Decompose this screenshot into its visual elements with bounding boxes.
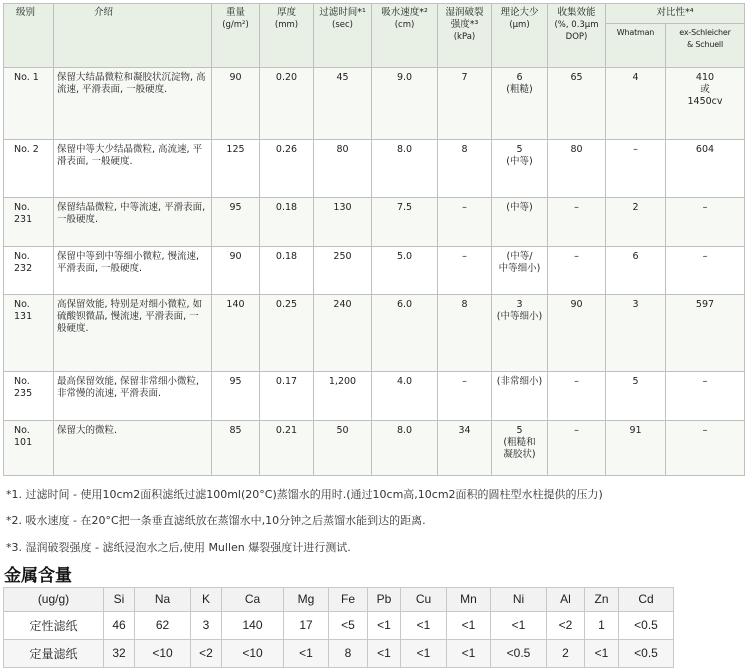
grade-cell: No. 232	[4, 247, 54, 295]
element-header-cell: Cd	[619, 588, 674, 612]
grade-cell: No. 2	[4, 140, 54, 198]
header-whatman	[606, 24, 666, 68]
grade-cell: No. 1	[4, 68, 54, 140]
metal-row-label: 定量滤纸	[4, 639, 104, 667]
efficiency-cell: 80	[548, 140, 606, 198]
header-compare: 对比性*⁴	[606, 4, 745, 24]
absorb-cell: 8.0	[372, 421, 438, 476]
element-header-cell: Cu	[401, 588, 447, 612]
burst-strength-cell: 7	[438, 68, 492, 140]
metal-value-cell: 1	[585, 611, 619, 639]
absorb-label: 吸水速度*²	[381, 7, 428, 18]
description-cell: 最高保留效能, 保留非常细小微粒, 非常慢的流速, 平滑表面.	[54, 372, 212, 421]
thickness-cell: 0.18	[260, 198, 314, 247]
filter-time-cell: 50	[314, 421, 372, 476]
table-row	[4, 68, 745, 140]
metal-value-cell: <2	[547, 611, 585, 639]
metal-value-cell: <2	[191, 639, 222, 667]
footnote-3: *3. 湿润破裂强度 - 滤纸浸泡水之后,使用 Mullen 爆裂强度计进行测试.	[6, 541, 351, 554]
metal-value-cell: <1	[447, 611, 491, 639]
header-efficiency	[548, 4, 606, 68]
burst-strength-cell: –	[438, 198, 492, 247]
weight-cell: 90	[212, 68, 260, 140]
schleicher-cell: –	[666, 247, 745, 295]
header-schleicher	[666, 24, 745, 68]
header-retention	[492, 4, 548, 68]
whatman-cell: 5	[606, 372, 666, 421]
retention-cell: (中等/ 中等细小)	[492, 247, 548, 295]
table-row	[4, 247, 745, 295]
metal-value-cell: <5	[329, 611, 368, 639]
retention-cell: (非常细小)	[492, 372, 548, 421]
burst-strength-cell: 8	[438, 140, 492, 198]
metal-content-table	[3, 587, 674, 668]
element-header-cell: Mn	[447, 588, 491, 612]
filter-time-label: 过滤时间*¹	[319, 7, 366, 18]
metal-value-cell: <1	[401, 639, 447, 667]
thickness-cell: 0.26	[260, 140, 314, 198]
burst-strength-cell: –	[438, 372, 492, 421]
thickness-cell: 0.18	[260, 247, 314, 295]
absorb-unit: (cm)	[394, 20, 415, 30]
schleicher-label: ex-Schleicher & Schuell	[679, 28, 731, 49]
header-description: 介绍	[54, 4, 212, 68]
absorb-cell: 4.0	[372, 372, 438, 421]
retention-label: 理论大少	[500, 7, 539, 18]
retention-cell: 5 (中等)	[492, 140, 548, 198]
metal-value-cell: <0.5	[619, 639, 674, 667]
schleicher-cell: 597	[666, 295, 745, 372]
thickness-label: 厚度	[276, 7, 296, 18]
metal-value-cell: 2	[547, 639, 585, 667]
metal-row-label: 定性滤纸	[4, 611, 104, 639]
filter-time-cell: 240	[314, 295, 372, 372]
efficiency-cell: –	[548, 372, 606, 421]
weight-cell: 140	[212, 295, 260, 372]
metal-row	[4, 639, 674, 667]
metal-content-title: 金属含量	[4, 566, 72, 586]
efficiency-cell: –	[548, 247, 606, 295]
absorb-cell: 9.0	[372, 68, 438, 140]
retention-cell: 6 (粗糙)	[492, 68, 548, 140]
filter-time-unit: (sec)	[332, 20, 353, 30]
element-header-cell: Al	[547, 588, 585, 612]
efficiency-cell: –	[548, 198, 606, 247]
retention-unit: (μm)	[509, 20, 530, 30]
weight-unit: (g/m²)	[222, 20, 249, 30]
thickness-cell: 0.25	[260, 295, 314, 372]
filter-time-cell: 250	[314, 247, 372, 295]
filter-time-cell: 45	[314, 68, 372, 140]
whatman-cell: 2	[606, 198, 666, 247]
weight-cell: 125	[212, 140, 260, 198]
retention-cell: 5 (粗糙和 凝胶状)	[492, 421, 548, 476]
metal-value-cell: <1	[284, 639, 329, 667]
weight-cell: 95	[212, 372, 260, 421]
element-header-cell: Ni	[491, 588, 547, 612]
grade-cell: No. 231	[4, 198, 54, 247]
whatman-cell: –	[606, 140, 666, 198]
table-row	[4, 295, 745, 372]
metal-value-cell: <0.5	[619, 611, 674, 639]
metal-header-row	[4, 588, 674, 612]
thickness-cell: 0.17	[260, 372, 314, 421]
footnote-1: *1. 过滤时间 - 使用10cm2面积滤纸过滤100ml(20°C)蒸馏水的用时.(通过10cm高,10cm2面积的圆柱型水柱提供的压力)	[6, 488, 603, 501]
metal-value-cell: <1	[368, 639, 401, 667]
metal-value-cell: <1	[585, 639, 619, 667]
efficiency-unit: (%, 0.3μm DOP)	[554, 20, 599, 42]
whatman-cell: 91	[606, 421, 666, 476]
efficiency-cell: 90	[548, 295, 606, 372]
footnote-2: *2. 吸水速度 - 在20°C把一条垂直滤纸放在蒸馏水中,10分钟之后蒸馏水能到达的距离.	[6, 514, 426, 527]
metal-value-cell: <10	[135, 639, 191, 667]
weight-cell: 85	[212, 421, 260, 476]
element-header-cell: Na	[135, 588, 191, 612]
burst-strength-cell: –	[438, 247, 492, 295]
weight-cell: 90	[212, 247, 260, 295]
metal-value-cell: 32	[104, 639, 135, 667]
header-burst	[438, 4, 492, 68]
metal-value-cell: 62	[135, 611, 191, 639]
metal-value-cell: 17	[284, 611, 329, 639]
description-cell: 保留中等大少结晶微粒, 高流速, 平滑表面, 一般硬度.	[54, 140, 212, 198]
header-weight	[212, 4, 260, 68]
efficiency-cell: –	[548, 421, 606, 476]
element-header-cell: Ca	[222, 588, 284, 612]
element-header-cell: Mg	[284, 588, 329, 612]
retention-cell: (中等)	[492, 198, 548, 247]
element-header-cell: Zn	[585, 588, 619, 612]
absorb-cell: 6.0	[372, 295, 438, 372]
spec-table	[3, 3, 745, 476]
burst-strength-cell: 34	[438, 421, 492, 476]
header-grade: 级别	[4, 4, 54, 68]
header-absorb	[372, 4, 438, 68]
element-header-cell: Si	[104, 588, 135, 612]
metal-value-cell: <1	[447, 639, 491, 667]
filter-time-cell: 1,200	[314, 372, 372, 421]
efficiency-cell: 65	[548, 68, 606, 140]
schleicher-cell: 410 或 1450cv	[666, 68, 745, 140]
description-cell: 高保留效能, 特别是对细小微粒, 如硫酸钡微晶, 慢流速, 平滑表面, 一般硬度.	[54, 295, 212, 372]
burst-unit: (kPa)	[453, 32, 476, 42]
metal-value-cell: 46	[104, 611, 135, 639]
description-cell: 保留大的微粒.	[54, 421, 212, 476]
metal-value-cell: 8	[329, 639, 368, 667]
table-row	[4, 198, 745, 247]
metal-value-cell: <0.5	[491, 639, 547, 667]
description-cell: 保留结晶微粒, 中等流速, 平滑表面, 一般硬度.	[54, 198, 212, 247]
metal-value-cell: <1	[368, 611, 401, 639]
metal-value-cell: 3	[191, 611, 222, 639]
burst-label: 湿润破裂 强度*³	[445, 7, 484, 30]
header-filter-time	[314, 4, 372, 68]
schleicher-cell: –	[666, 372, 745, 421]
whatman-cell: 6	[606, 247, 666, 295]
grade-cell: No. 131	[4, 295, 54, 372]
metal-value-cell: <10	[222, 639, 284, 667]
metal-value-cell: 140	[222, 611, 284, 639]
burst-strength-cell: 8	[438, 295, 492, 372]
description-cell: 保留大结晶微粒和凝胶状沉淀物, 高流速, 平滑表面, 一般硬度.	[54, 68, 212, 140]
grade-cell: No. 235	[4, 372, 54, 421]
element-header-cell: K	[191, 588, 222, 612]
absorb-cell: 8.0	[372, 140, 438, 198]
metal-unit-cell: (ug/g)	[4, 588, 104, 612]
whatman-cell: 3	[606, 295, 666, 372]
table-row	[4, 372, 745, 421]
schleicher-cell: –	[666, 198, 745, 247]
filter-time-cell: 80	[314, 140, 372, 198]
element-header-cell: Pb	[368, 588, 401, 612]
weight-cell: 95	[212, 198, 260, 247]
whatman-cell: 4	[606, 68, 666, 140]
thickness-cell: 0.21	[260, 421, 314, 476]
metal-row	[4, 611, 674, 639]
schleicher-cell: 604	[666, 140, 745, 198]
thickness-cell: 0.20	[260, 68, 314, 140]
thickness-unit: (mm)	[274, 20, 299, 30]
efficiency-label: 收集效能	[557, 7, 596, 18]
weight-label: 重量	[225, 7, 245, 18]
header-thickness	[260, 4, 314, 68]
description-cell: 保留中等到中等细小微粒, 慢流速, 平滑表面, 一般硬度.	[54, 247, 212, 295]
element-header-cell: Fe	[329, 588, 368, 612]
grade-cell: No. 101	[4, 421, 54, 476]
absorb-cell: 5.0	[372, 247, 438, 295]
retention-cell: 3 (中等细小)	[492, 295, 548, 372]
schleicher-cell: –	[666, 421, 745, 476]
table-row	[4, 421, 745, 476]
table-row	[4, 140, 745, 198]
metal-value-cell: <1	[401, 611, 447, 639]
whatman-label: Whatman	[616, 28, 655, 37]
filter-time-cell: 130	[314, 198, 372, 247]
metal-value-cell: <1	[491, 611, 547, 639]
absorb-cell: 7.5	[372, 198, 438, 247]
